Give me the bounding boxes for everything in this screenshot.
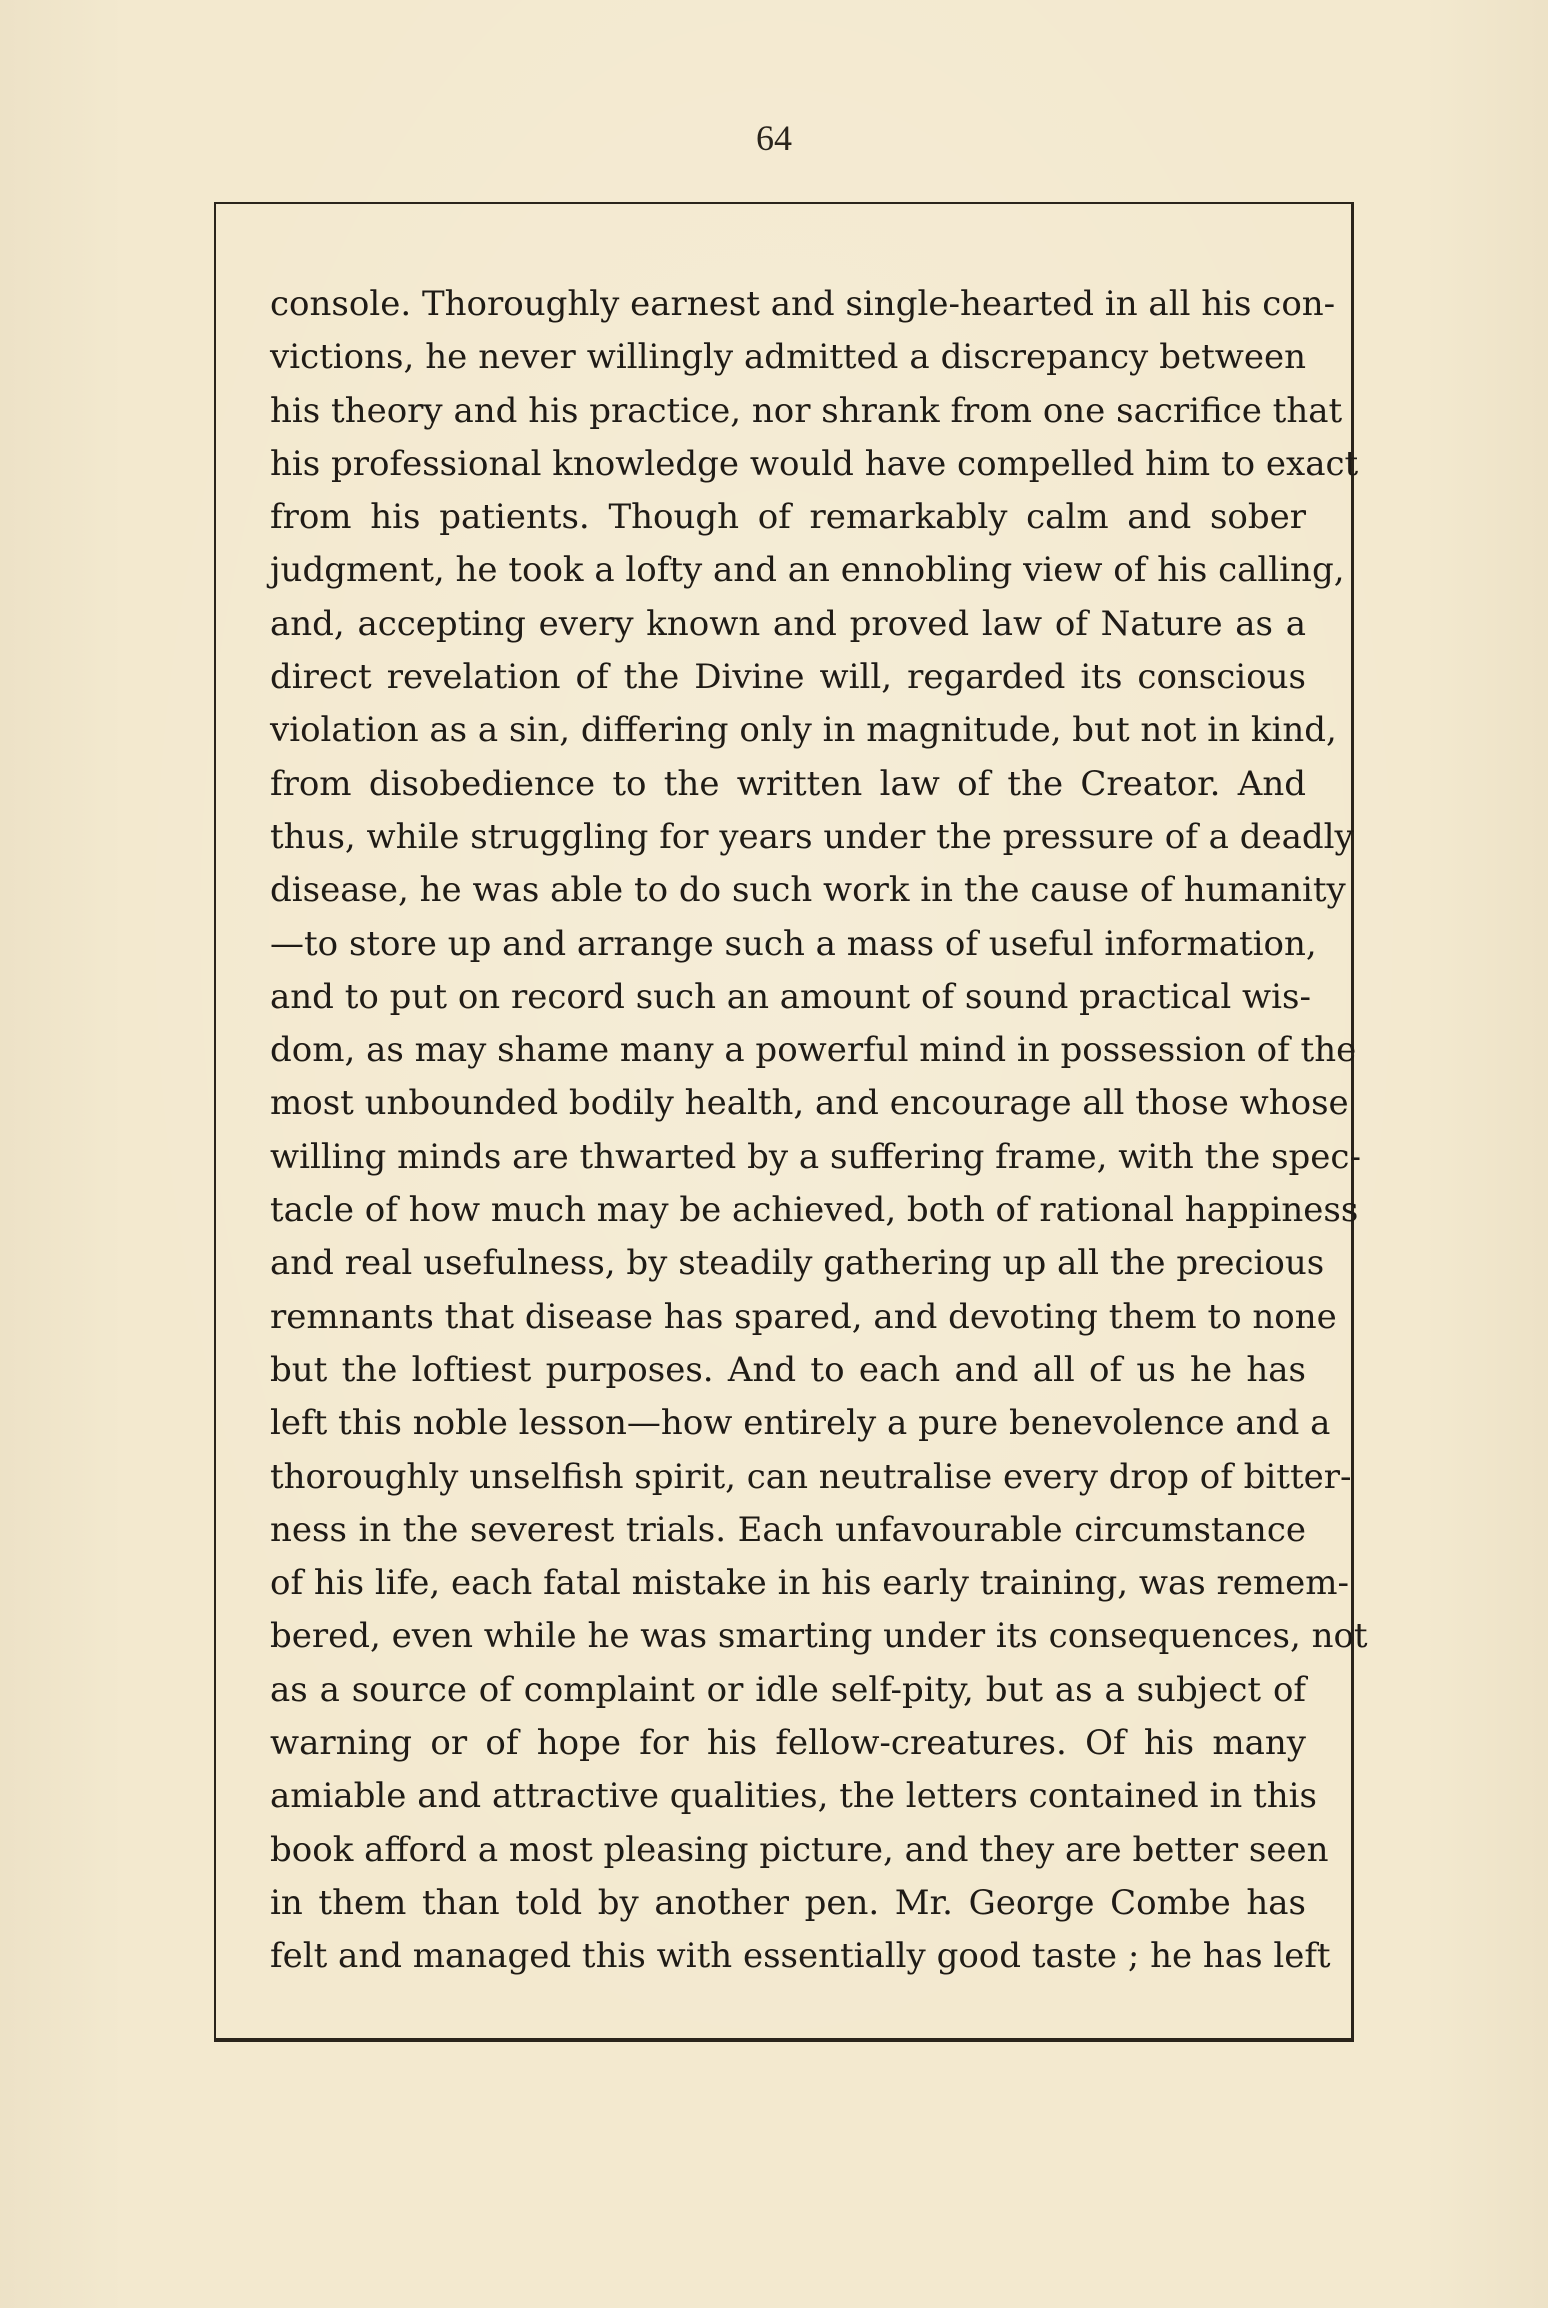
text-line: his professional knowledge would have compelled him to exact: [270, 443, 1359, 484]
text-line: tacle of how much may be achieved, both of rational happiness: [270, 1190, 1359, 1231]
text-line: most unbounded bodily health, and encourage all those whose: [270, 1083, 1349, 1124]
text-line: book afford a most pleasing picture, and they are better seen: [270, 1829, 1329, 1870]
text-line: of his life, each fatal mistake in his early training, was remem-: [270, 1563, 1349, 1604]
text-line: in them than told by another pen. Mr. George Combe has: [270, 1882, 1306, 1923]
text-line: thus, while struggling for years under the pressure of a deadly: [270, 816, 1354, 857]
text-line: thoroughly unselfish spirit, can neutralise every drop of bitter-: [270, 1456, 1352, 1497]
text-line: and, accepting every known and proved law of Nature as a: [270, 603, 1306, 644]
text-line: and to put on record such an amount of sound practical wis-: [270, 976, 1311, 1017]
text-line: his theory and his practice, nor shrank from one sacrifice that: [270, 390, 1343, 431]
text-line: from his patients. Though of remarkably calm and sober: [270, 497, 1306, 538]
text-line: amiable and attractive qualities, the letters contained in this: [270, 1776, 1317, 1817]
text-line: violation as a sin, differing only in magnitude, but not in kind,: [270, 710, 1337, 751]
text-line: warning or of hope for his fellow-creatures. Of his many: [270, 1723, 1306, 1764]
text-line: judgment, he took a lofty and an ennobling view of his calling,: [270, 550, 1345, 591]
text-line: as a source of complaint or idle self-pity, but as a subject of: [270, 1669, 1306, 1710]
text-line: disease, he was able to do such work in the cause of humanity: [270, 870, 1346, 911]
text-line: ness in the severest trials. Each unfavourable circumstance: [270, 1509, 1306, 1550]
text-line: console. Thoroughly earnest and single-hearted in all his con-: [270, 284, 1336, 324]
text-line: from disobedience to the written law of the Creator. And: [270, 763, 1306, 804]
text-line: willing minds are thwarted by a suffering frame, with the spec-: [270, 1136, 1361, 1177]
text-line: but the loftiest purposes. And to each and all of us he has: [270, 1349, 1306, 1390]
text-line: felt and managed this with essentially good taste ; he has left: [270, 1936, 1331, 1977]
text-line: bered, even while he was smarting under its consequences, not: [270, 1616, 1368, 1657]
text-line: remnants that disease has spared, and devoting them to none: [270, 1296, 1337, 1337]
body-text: [270, 278, 1368, 1984]
text-line: dom, as may shame many a powerful mind in possession of the: [270, 1030, 1357, 1071]
page-number: 64: [756, 118, 792, 158]
text-line: direct revelation of the Divine will, regarded its conscious: [270, 657, 1306, 698]
text-line: victions, he never willingly admitted a discrepancy between: [270, 337, 1306, 378]
text-line: and real usefulness, by steadily gathering up all the precious: [270, 1243, 1325, 1284]
text-line: —to store up and arrange such a mass of useful information,: [270, 923, 1317, 964]
text-line: left this noble lesson—how entirely a pure benevolence and a: [270, 1403, 1331, 1444]
